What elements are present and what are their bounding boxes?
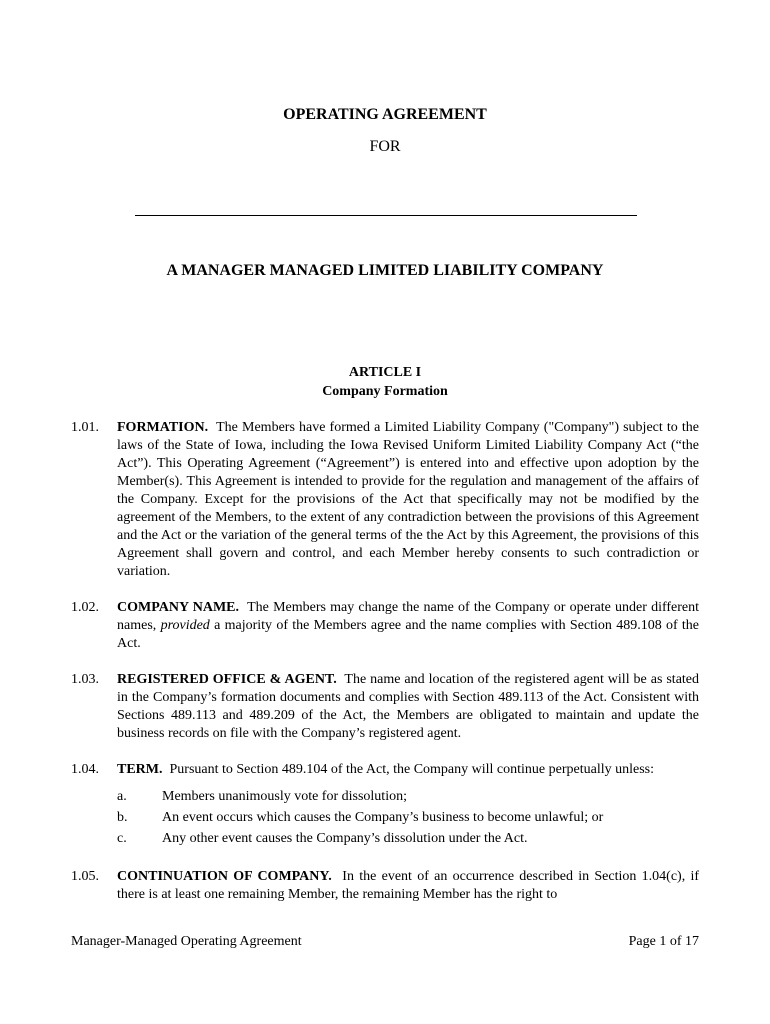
list-marker: c. bbox=[117, 831, 127, 846]
list-text: Any other event causes the Company’s dissolution under the Act. bbox=[162, 831, 528, 846]
document-title: OPERATING AGREEMENT bbox=[283, 106, 487, 123]
footer-document-name: Manager-Managed Operating Agreement bbox=[71, 934, 302, 949]
list-item bbox=[117, 788, 699, 809]
footer-page-number: Page 1 of 17 bbox=[628, 934, 699, 949]
section-body bbox=[117, 419, 699, 581]
list-item bbox=[117, 830, 699, 851]
section-1-03 bbox=[71, 671, 699, 743]
list-marker: b. bbox=[117, 810, 128, 825]
section-body bbox=[117, 761, 699, 779]
section-number: 1.05. bbox=[71, 869, 99, 884]
article-heading: Company Formation bbox=[322, 384, 448, 399]
term-list bbox=[117, 788, 699, 851]
section-number: 1.02. bbox=[71, 600, 99, 615]
section-1-02 bbox=[71, 599, 699, 653]
document-subtitle: A MANAGER MANAGED LIMITED LIABILITY COMPANY bbox=[166, 262, 604, 279]
list-text: An event occurs which causes the Company’s business to become unlawful; or bbox=[162, 810, 604, 825]
section-1-01 bbox=[71, 419, 699, 581]
section-heading: COMPANY NAME. bbox=[117, 600, 239, 615]
section-heading: REGISTERED OFFICE & AGENT. bbox=[117, 672, 337, 687]
article-number: ARTICLE I bbox=[348, 365, 422, 380]
list-item bbox=[117, 809, 699, 830]
section-number: 1.01. bbox=[71, 420, 99, 435]
section-1-05 bbox=[71, 868, 699, 904]
section-body bbox=[117, 599, 699, 653]
section-heading: TERM. bbox=[117, 762, 163, 777]
section-number: 1.03. bbox=[71, 672, 99, 687]
section-text-italic: provided bbox=[160, 618, 210, 633]
section-text: The name and location of the registered agent will be as stated in the Company’s formation documents and complies with Section 489.113 of the Act. Consistent with Sections 489.113 and 489.209 of the Act, the Members are obligated to maintain and update the business records on file with the Company’s registered agent. bbox=[117, 672, 700, 741]
section-text: Pursuant to Section 489.104 of the Act, the Company will continue perpetually unless: bbox=[169, 762, 654, 777]
list-marker: a. bbox=[117, 789, 127, 804]
section-text: In the event of an occurrence described in Section 1.04(c), if there is at least one remaining Member, the remaining Member has the right to bbox=[117, 869, 700, 902]
section-text: The Members may change the name of the Company or operate under different names, bbox=[117, 600, 700, 633]
section-number: 1.04. bbox=[71, 762, 99, 777]
section-body bbox=[117, 868, 699, 904]
section-text: a majority of the Members agree and the name complies with Section 489.108 of the Act. bbox=[117, 618, 700, 651]
section-body bbox=[117, 671, 699, 743]
section-heading: FORMATION. bbox=[117, 420, 209, 435]
section-1-04 bbox=[71, 761, 699, 779]
section-heading: CONTINUATION OF COMPANY. bbox=[117, 869, 332, 884]
section-text: The Members have formed a Limited Liability Company ("Company") subject to the laws of the State of Iowa, including the Iowa Revised Uniform Limited Liability Company Act (“the Act”). This Operating Agreement (“Agreement”) is entered into and effective upon adoption by the Member(s). This Agreement is intended to provide for the regulation and management of the affairs of the Company. Except for the provisions of the Act that specifically may not be modified by the agreement of the Members, to the extent of any contradiction between the provisions of this Agreement and the Act or the variation of the general terms of the the Act by this Agreement, the provisions of this Agreement shall govern and control, and each Member hereby consents to such contradiction or variation. bbox=[117, 420, 699, 579]
company-name-blank-line bbox=[135, 215, 637, 216]
document-for: FOR bbox=[369, 138, 401, 155]
list-text: Members unanimously vote for dissolution; bbox=[162, 789, 407, 804]
